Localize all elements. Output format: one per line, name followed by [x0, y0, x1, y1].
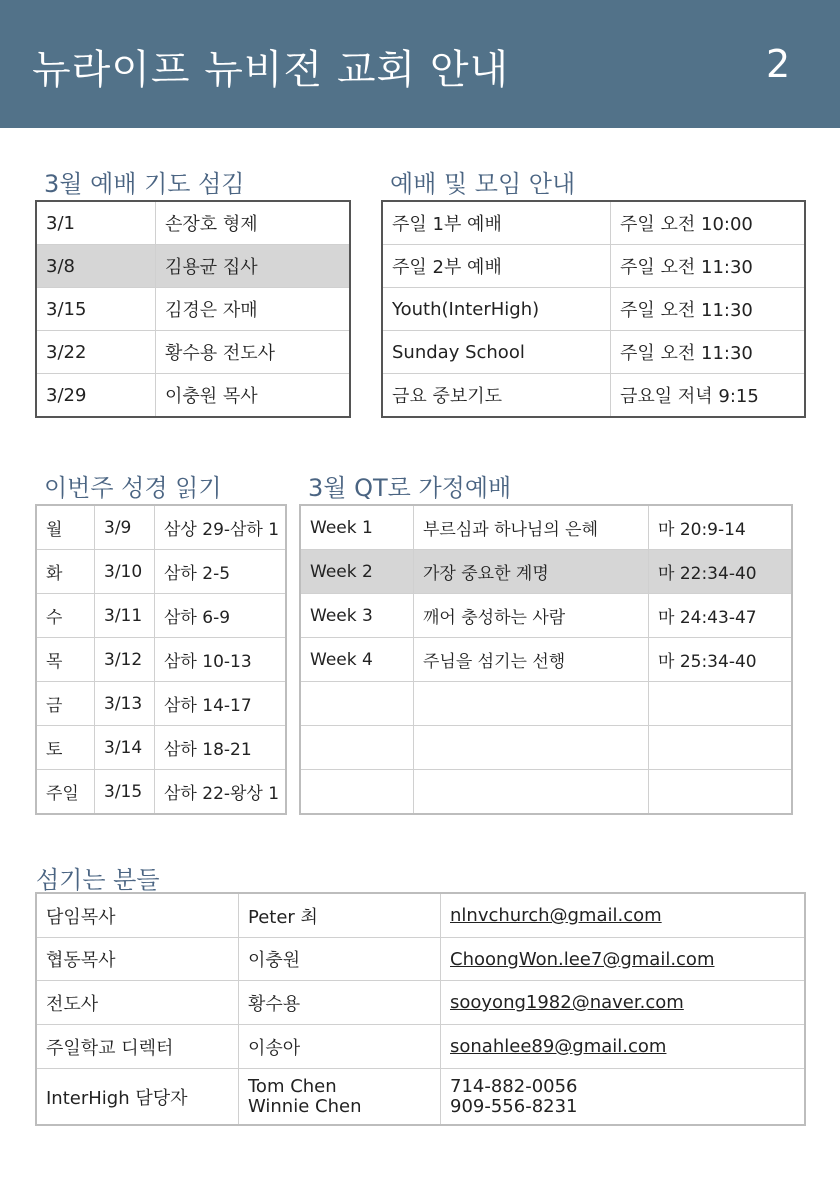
reading-date: 3/10	[95, 550, 155, 594]
reading-passage: 삼하 14-17	[155, 682, 286, 726]
table-row	[301, 506, 792, 550]
table-row	[383, 331, 805, 374]
email-link[interactable]: nlnvchurch@gmail.com	[450, 905, 662, 926]
reading-date: 3/14	[95, 726, 155, 770]
email-link[interactable]: sooyong1982@naver.com	[450, 992, 684, 1013]
servant-name: 황수용	[239, 981, 441, 1025]
reading-passage: 삼하 18-21	[155, 726, 286, 770]
qt-topic: 주님을 섬기는 선행	[414, 638, 649, 682]
table-row-empty	[301, 770, 792, 814]
qt-topic: 깨어 충성하는 사람	[414, 594, 649, 638]
reading-date: 3/12	[95, 638, 155, 682]
phone-number: 714-882-0056	[450, 1075, 578, 1097]
email-link[interactable]: ChoongWon.lee7@gmail.com	[450, 948, 715, 970]
prayer-section-title: 3월 예배 기도 섬김	[44, 170, 245, 198]
table-row-highlighted	[37, 245, 350, 288]
prayer-table	[36, 201, 350, 417]
table-row	[37, 331, 350, 374]
table-row	[383, 245, 805, 288]
servants-section-title: 섬기는 분들	[36, 866, 160, 894]
reading-passage: 삼상 29-삼하 1	[155, 506, 286, 550]
table-row	[37, 506, 286, 550]
reading-day: 수	[37, 594, 95, 638]
table-row	[37, 288, 350, 331]
empty-cell	[301, 682, 414, 726]
table-row	[37, 1069, 805, 1125]
prayer-name: 김경은 자매	[156, 288, 350, 331]
servant-contact	[441, 1069, 805, 1125]
servant-role: 주일학교 디렉터	[37, 1025, 239, 1069]
prayer-date: 3/22	[37, 331, 156, 374]
empty-cell	[301, 726, 414, 770]
table-row	[37, 594, 286, 638]
table-row	[301, 594, 792, 638]
worship-table	[382, 201, 805, 417]
worship-time: 금요일 저녁 9:15	[611, 374, 805, 417]
table-row-empty	[301, 726, 792, 770]
servant-name: Peter 최	[239, 894, 441, 938]
reading-day: 금	[37, 682, 95, 726]
worship-time: 주일 오전 11:30	[611, 288, 805, 331]
table-row	[37, 374, 350, 417]
table-row	[37, 938, 805, 981]
table-row	[37, 202, 350, 245]
table-row	[37, 638, 286, 682]
qt-verse: 마 20:9-14	[649, 506, 792, 550]
reading-day: 화	[37, 550, 95, 594]
qt-table	[300, 505, 792, 814]
empty-cell	[301, 770, 414, 814]
qt-week: Week 4	[301, 638, 414, 682]
prayer-name: 손장호 형제	[156, 202, 350, 245]
reading-date: 3/11	[95, 594, 155, 638]
worship-name: 주일 1부 예배	[383, 202, 611, 245]
servant-role: 협동목사	[37, 938, 239, 981]
table-row	[37, 894, 805, 938]
prayer-name: 이충원 목사	[156, 374, 350, 417]
prayer-date: 3/15	[37, 288, 156, 331]
worship-section-title: 예배 및 모임 안내	[390, 170, 576, 198]
page-title: 뉴라이프 뉴비전 교회 안내	[32, 47, 510, 93]
qt-week: Week 1	[301, 506, 414, 550]
servant-name-line: Winnie Chen	[248, 1095, 362, 1117]
empty-cell	[414, 770, 649, 814]
servant-contact	[441, 894, 805, 938]
table-row-empty	[301, 682, 792, 726]
phone-number: 909-556-8231	[450, 1095, 578, 1117]
prayer-name: 김용균 집사	[156, 245, 350, 288]
servant-role: 전도사	[37, 981, 239, 1025]
reading-day: 목	[37, 638, 95, 682]
reading-passage: 삼하 2-5	[155, 550, 286, 594]
servant-name: 이송아	[239, 1025, 441, 1069]
servant-contact	[441, 1025, 805, 1069]
table-row	[37, 770, 286, 814]
qt-section-title: 3월 QT로 가정예배	[308, 474, 512, 502]
table-row	[37, 682, 286, 726]
table-row	[383, 288, 805, 331]
qt-verse: 마 25:34-40	[649, 638, 792, 682]
reading-date: 3/13	[95, 682, 155, 726]
reading-day: 주일	[37, 770, 95, 814]
servant-name-line: Tom Chen	[248, 1075, 337, 1097]
empty-cell	[414, 726, 649, 770]
prayer-name: 황수용 전도사	[156, 331, 350, 374]
qt-topic: 가장 중요한 계명	[414, 550, 649, 594]
reading-day: 토	[37, 726, 95, 770]
table-row	[37, 1025, 805, 1069]
email-link[interactable]: sonahlee89@gmail.com	[450, 1036, 667, 1057]
worship-time: 주일 오전 11:30	[611, 331, 805, 374]
qt-verse: 마 24:43-47	[649, 594, 792, 638]
page-number: 2	[766, 42, 791, 86]
qt-week: Week 2	[301, 550, 414, 594]
empty-cell	[414, 682, 649, 726]
table-row	[37, 981, 805, 1025]
empty-cell	[649, 770, 792, 814]
servant-name	[239, 1069, 441, 1125]
qt-week: Week 3	[301, 594, 414, 638]
worship-name: Youth(InterHigh)	[383, 288, 611, 331]
reading-passage: 삼하 22-왕상 1	[155, 770, 286, 814]
table-row-highlighted	[301, 550, 792, 594]
qt-verse: 마 22:34-40	[649, 550, 792, 594]
prayer-date: 3/8	[37, 245, 156, 288]
table-row	[383, 202, 805, 245]
prayer-date: 3/1	[37, 202, 156, 245]
qt-topic: 부르심과 하나님의 은혜	[414, 506, 649, 550]
servant-role: 담임목사	[37, 894, 239, 938]
table-row	[37, 550, 286, 594]
servants-table	[36, 893, 805, 1125]
worship-time: 주일 오전 11:30	[611, 245, 805, 288]
table-row	[383, 374, 805, 417]
worship-name: Sunday School	[383, 331, 611, 374]
empty-cell	[649, 682, 792, 726]
reading-passage: 삼하 10-13	[155, 638, 286, 682]
reading-section-title: 이번주 성경 읽기	[44, 474, 222, 502]
worship-time: 주일 오전 10:00	[611, 202, 805, 245]
servant-contact	[441, 938, 805, 981]
empty-cell	[649, 726, 792, 770]
reading-date: 3/9	[95, 506, 155, 550]
table-row	[37, 726, 286, 770]
servant-contact	[441, 981, 805, 1025]
table-row	[301, 638, 792, 682]
reading-day: 월	[37, 506, 95, 550]
reading-date: 3/15	[95, 770, 155, 814]
page-header	[0, 0, 840, 128]
worship-name: 주일 2부 예배	[383, 245, 611, 288]
servant-name: 이충원	[239, 938, 441, 981]
reading-table	[36, 505, 286, 814]
prayer-date: 3/29	[37, 374, 156, 417]
reading-passage: 삼하 6-9	[155, 594, 286, 638]
worship-name: 금요 중보기도	[383, 374, 611, 417]
servant-role: InterHigh 담당자	[37, 1069, 239, 1125]
